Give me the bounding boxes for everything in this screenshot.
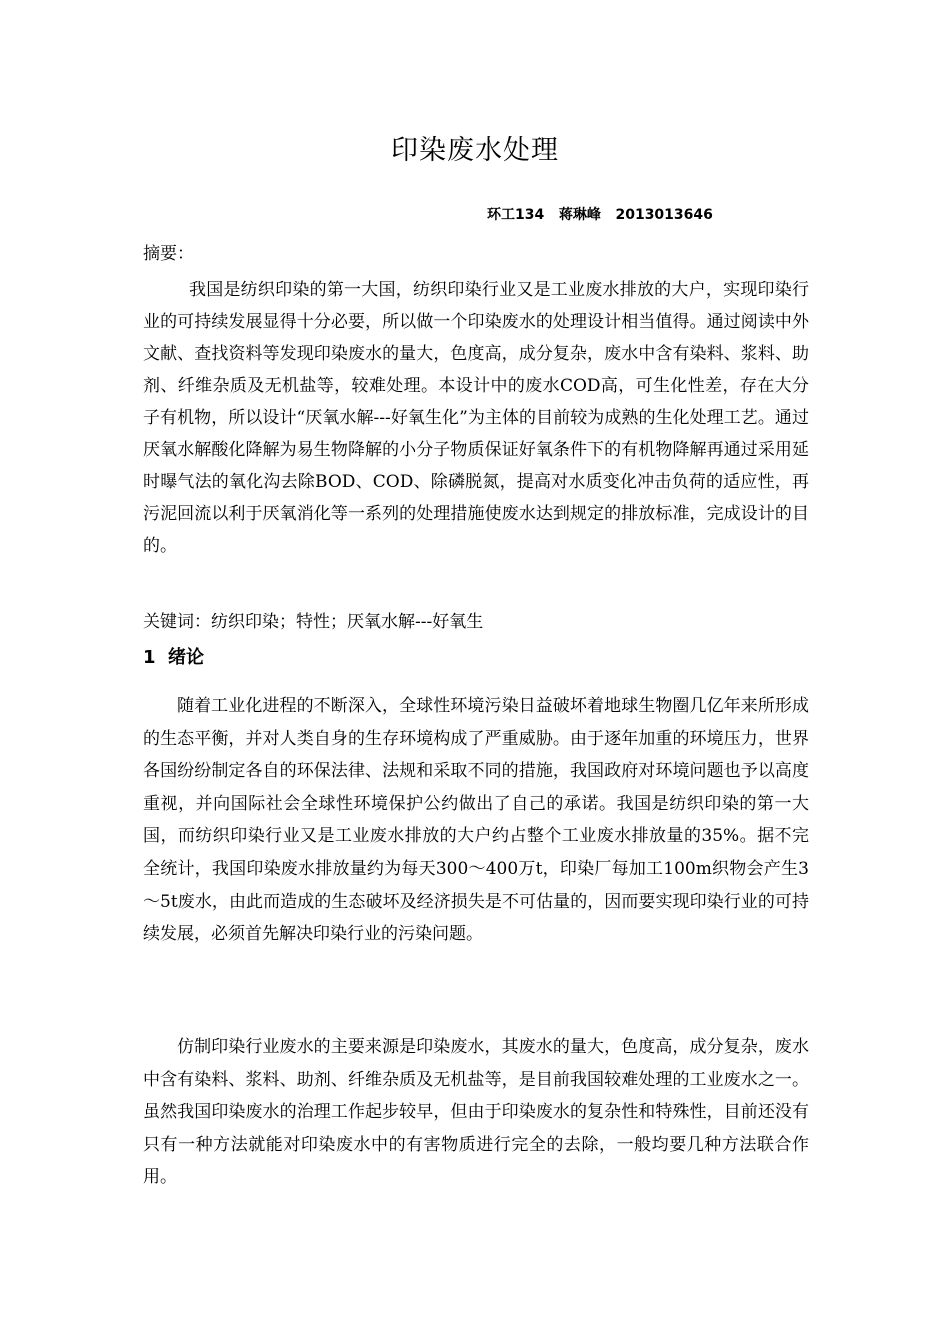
abstract-paragraph: 我国是纺织印染的第一大国，纺织印染行业又是工业废水排放的大户，实现印染行业的可持续发展显得十分必要，所以做一个印染废水的处理设计相当值得。通过阅读中外文献、查找资料等发现印染废水的量大，色度高，成分复杂，废水中含有染料、浆料、助剂、纤维杂质及无机盐等，较难处理。本设计中的废水COD高，可生化性差，存在大分子有机物，所以设计“厌氧水解---好氧生化”为主体的目前较为成熟的生化处理工艺。通过厌氧水解酸化降解为易生物降解的小分子物质保证好氧条件下的有机物降解再通过采用延时曝气法的氧化沟去除BOD、COD、除磷脱氮，提高对水质变化冲击负荷的适应性，再污泥回流以利于厌氧消化等一系列的处理措施使废水达到规定的排放标准，完成设计的目的。 (143, 280, 809, 556)
section-heading-introduction: 1 绪论 (143, 647, 205, 668)
document-title: 印染废水处理 (391, 135, 559, 166)
keywords-line: 关键词：纺织印染；特性；厌氧水解---好氧生 (143, 612, 484, 632)
abstract-label: 摘要： (143, 244, 194, 264)
introduction-paragraph-1: 随着工业化进程的不断深入，全球性环境污染日益破坏着地球生物圈几亿年来所形成的生态平衡，并对人类自身的生存环境构成了严重威胁。由于逐年加重的环境压力，世界各国纷纷制定各自的环保法律、法规和采取不同的措施，我国政府对环境问题也予以高度重视，并向国际社会全球性环境保护公约做出了自己的承诺。我国是纺织印染的第一大国，而纺织印染行业又是工业废水排放的大户约占整个工业废水排放量的35%。据不完全统计，我国印染废水排放量约为每天300～400万t，印染厂每加工100m织物会产生3～5t废水，由此而造成的生态破坏及经济损失是不可估量的，因而要实现印染行业的可持续发展，必须首先解决印染行业的污染问题。 (143, 696, 810, 945)
author-line: 环工134 蒋琳峰 2013013646 (487, 207, 713, 223)
introduction-paragraph-2: 仿制印染行业废水的主要来源是印染废水，其废水的量大，色度高，成分复杂，废水中含有染料、浆料、助剂、纤维杂质及无机盐等，是目前我国较难处理的工业废水之一。虽然我国印染废水的治理工作起步较早，但由于印染废水的复杂性和特殊性，目前还没有只有一种方法就能对印染废水中的有害物质进行完全的去除，一般均要几种方法联合作用。 (143, 1037, 809, 1188)
